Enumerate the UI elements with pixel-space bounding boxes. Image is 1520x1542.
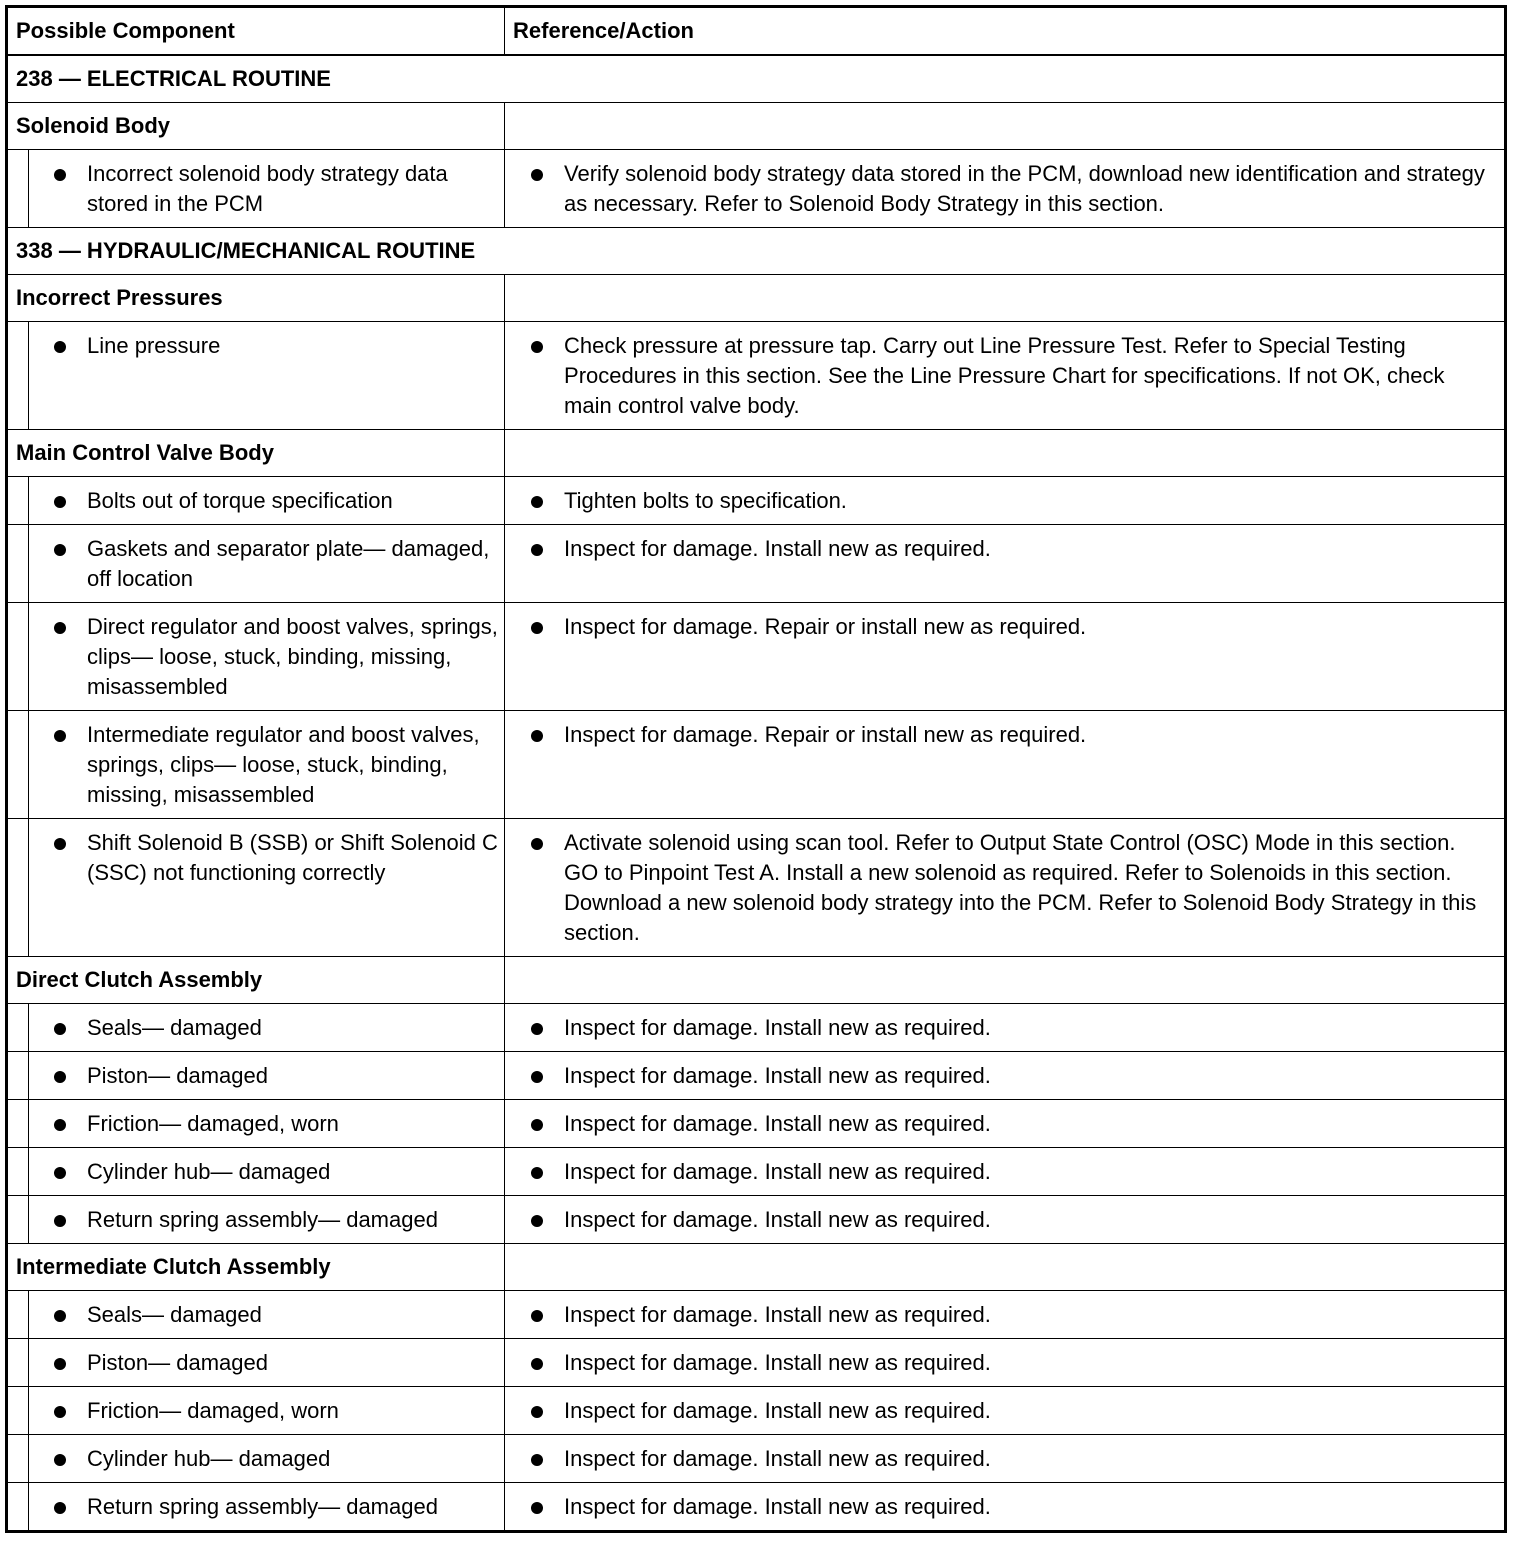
bullet-icon bbox=[531, 1119, 543, 1131]
action-bullet-item bbox=[505, 486, 1492, 516]
component-bullet-item bbox=[29, 1396, 504, 1426]
table-header bbox=[7, 7, 1506, 56]
action-cell bbox=[505, 1435, 1506, 1483]
component-bullet-item bbox=[29, 828, 504, 888]
action-bullet-item bbox=[505, 331, 1492, 421]
bullet-icon bbox=[531, 1023, 543, 1035]
bullet-icon bbox=[54, 1454, 66, 1466]
component-text: Incorrect solenoid body strategy data stored in the PCM bbox=[87, 161, 448, 216]
component-cell bbox=[29, 1291, 505, 1339]
bullet-icon bbox=[54, 1167, 66, 1179]
table-row bbox=[7, 1435, 1506, 1483]
component-bullet-item bbox=[29, 1109, 504, 1139]
bullet-icon bbox=[531, 1215, 543, 1227]
component-cell bbox=[29, 819, 505, 957]
bullet-icon bbox=[54, 1071, 66, 1083]
component-bullet-item bbox=[29, 486, 504, 516]
component-text: Friction— damaged, worn bbox=[87, 1398, 339, 1423]
bullet-icon bbox=[54, 1310, 66, 1322]
bullet-icon bbox=[54, 730, 66, 742]
table-row bbox=[7, 1100, 1506, 1148]
header-action: Reference/Action bbox=[505, 7, 1506, 56]
section-row bbox=[7, 55, 1506, 103]
action-cell bbox=[505, 711, 1506, 819]
component-bullet-item bbox=[29, 159, 504, 219]
component-text: Return spring assembly— damaged bbox=[87, 1494, 438, 1519]
component-cell bbox=[29, 1387, 505, 1435]
action-bullet-item bbox=[505, 159, 1492, 219]
action-text: Inspect for damage. Repair or install new as required. bbox=[564, 722, 1087, 747]
bullet-icon bbox=[54, 622, 66, 634]
bullet-icon bbox=[54, 169, 66, 181]
action-cell bbox=[505, 1387, 1506, 1435]
bullet-icon bbox=[531, 496, 543, 508]
group-empty-cell bbox=[505, 275, 1506, 322]
bullet-icon bbox=[54, 838, 66, 850]
table-row bbox=[7, 1148, 1506, 1196]
indent-cell bbox=[7, 1291, 29, 1339]
component-bullet-item bbox=[29, 720, 504, 810]
indent-cell bbox=[7, 1100, 29, 1148]
bullet-icon bbox=[54, 1358, 66, 1370]
action-bullet-item bbox=[505, 1396, 1492, 1426]
bullet-icon bbox=[54, 544, 66, 556]
group-name: Direct Clutch Assembly bbox=[7, 957, 505, 1004]
indent-cell bbox=[7, 1148, 29, 1196]
action-cell bbox=[505, 1100, 1506, 1148]
bullet-icon bbox=[531, 1071, 543, 1083]
table-row bbox=[7, 1291, 1506, 1339]
bullet-icon bbox=[54, 1119, 66, 1131]
bullet-icon bbox=[531, 622, 543, 634]
component-cell bbox=[29, 1004, 505, 1052]
component-bullet-item bbox=[29, 1157, 504, 1187]
component-cell bbox=[29, 477, 505, 525]
section-title: 338 — HYDRAULIC/MECHANICAL ROUTINE bbox=[7, 228, 1506, 275]
table-row bbox=[7, 819, 1506, 957]
component-text: Seals— damaged bbox=[87, 1302, 262, 1327]
action-bullet-item bbox=[505, 1348, 1492, 1378]
group-row bbox=[7, 430, 1506, 477]
action-text: Tighten bolts to specification. bbox=[564, 488, 847, 513]
table-row bbox=[7, 322, 1506, 430]
action-cell bbox=[505, 1339, 1506, 1387]
action-bullet-item bbox=[505, 1300, 1492, 1330]
component-bullet-item bbox=[29, 1444, 504, 1474]
indent-cell bbox=[7, 1339, 29, 1387]
component-bullet-item bbox=[29, 612, 504, 702]
action-text: Inspect for damage. Install new as required. bbox=[564, 1350, 991, 1375]
bullet-icon bbox=[531, 544, 543, 556]
action-text: Inspect for damage. Install new as required. bbox=[564, 536, 991, 561]
component-text: Return spring assembly— damaged bbox=[87, 1207, 438, 1232]
indent-cell bbox=[7, 1387, 29, 1435]
component-text: Friction— damaged, worn bbox=[87, 1111, 339, 1136]
action-text: Inspect for damage. Repair or install new as required. bbox=[564, 614, 1087, 639]
component-bullet-item bbox=[29, 534, 504, 594]
table-row bbox=[7, 1196, 1506, 1244]
indent-cell bbox=[7, 1435, 29, 1483]
component-cell bbox=[29, 1435, 505, 1483]
component-bullet-item bbox=[29, 1492, 504, 1522]
action-cell bbox=[505, 150, 1506, 228]
bullet-icon bbox=[531, 1310, 543, 1322]
action-text: Inspect for damage. Install new as required. bbox=[564, 1207, 991, 1232]
action-text: Inspect for damage. Install new as required. bbox=[564, 1015, 991, 1040]
table-row bbox=[7, 1483, 1506, 1532]
action-text: Inspect for damage. Install new as required. bbox=[564, 1063, 991, 1088]
action-bullet-item bbox=[505, 720, 1492, 750]
action-text: Check pressure at pressure tap. Carry out Line Pressure Test. Refer to Special Testing Procedures in this section. See the Line Pressure Chart for specifications. If not OK, check main control valve body. bbox=[564, 333, 1445, 418]
bullet-icon bbox=[531, 1358, 543, 1370]
indent-cell bbox=[7, 603, 29, 711]
bullet-icon bbox=[54, 1023, 66, 1035]
header-component: Possible Component bbox=[7, 7, 505, 56]
group-empty-cell bbox=[505, 1244, 1506, 1291]
action-bullet-item bbox=[505, 1013, 1492, 1043]
bullet-icon bbox=[531, 1502, 543, 1514]
bullet-icon bbox=[531, 169, 543, 181]
component-cell bbox=[29, 322, 505, 430]
group-name: Main Control Valve Body bbox=[7, 430, 505, 477]
action-cell bbox=[505, 1052, 1506, 1100]
component-text: Piston— damaged bbox=[87, 1350, 268, 1375]
section-row bbox=[7, 228, 1506, 275]
indent-cell bbox=[7, 525, 29, 603]
action-bullet-item bbox=[505, 534, 1492, 564]
indent-cell bbox=[7, 322, 29, 430]
table-row bbox=[7, 1387, 1506, 1435]
action-cell bbox=[505, 819, 1506, 957]
component-cell bbox=[29, 1100, 505, 1148]
action-bullet-item bbox=[505, 1444, 1492, 1474]
component-bullet-item bbox=[29, 1205, 504, 1235]
component-text: Seals— damaged bbox=[87, 1015, 262, 1040]
table-row bbox=[7, 711, 1506, 819]
component-bullet-item bbox=[29, 331, 504, 361]
action-text: Inspect for damage. Install new as required. bbox=[564, 1446, 991, 1471]
component-text: Shift Solenoid B (SSB) or Shift Solenoid C (SSC) not functioning correctly bbox=[87, 830, 498, 885]
bullet-icon bbox=[54, 341, 66, 353]
action-cell bbox=[505, 322, 1506, 430]
indent-cell bbox=[7, 477, 29, 525]
action-bullet-item bbox=[505, 1157, 1492, 1187]
action-bullet-item bbox=[505, 612, 1492, 642]
action-cell bbox=[505, 1483, 1506, 1532]
action-bullet-item bbox=[505, 1205, 1492, 1235]
indent-cell bbox=[7, 1052, 29, 1100]
section-title: 238 — ELECTRICAL ROUTINE bbox=[7, 55, 1506, 103]
action-cell bbox=[505, 525, 1506, 603]
component-cell bbox=[29, 1052, 505, 1100]
action-cell bbox=[505, 1004, 1506, 1052]
bullet-icon bbox=[54, 1406, 66, 1418]
component-cell bbox=[29, 1148, 505, 1196]
component-bullet-item bbox=[29, 1013, 504, 1043]
bullet-icon bbox=[54, 1502, 66, 1514]
component-cell bbox=[29, 711, 505, 819]
action-text: Inspect for damage. Install new as required. bbox=[564, 1398, 991, 1423]
group-empty-cell bbox=[505, 430, 1506, 477]
component-cell bbox=[29, 525, 505, 603]
indent-cell bbox=[7, 1196, 29, 1244]
component-text: Bolts out of torque specification bbox=[87, 488, 393, 513]
table-row bbox=[7, 525, 1506, 603]
group-name: Incorrect Pressures bbox=[7, 275, 505, 322]
bullet-icon bbox=[531, 730, 543, 742]
indent-cell bbox=[7, 819, 29, 957]
group-empty-cell bbox=[505, 957, 1506, 1004]
indent-cell bbox=[7, 711, 29, 819]
group-name: Intermediate Clutch Assembly bbox=[7, 1244, 505, 1291]
action-text: Verify solenoid body strategy data stored in the PCM, download new identification and strategy as necessary. Refer to Solenoid Body Strategy in this section. bbox=[564, 161, 1485, 216]
bullet-icon bbox=[531, 1167, 543, 1179]
bullet-icon bbox=[531, 1406, 543, 1418]
table-row bbox=[7, 477, 1506, 525]
action-bullet-item bbox=[505, 1492, 1492, 1522]
table-row bbox=[7, 603, 1506, 711]
table-row bbox=[7, 1004, 1506, 1052]
component-bullet-item bbox=[29, 1300, 504, 1330]
action-text: Activate solenoid using scan tool. Refer to Output State Control (OSC) Mode in this section. GO to Pinpoint Test A. Install a new solenoid as required. Refer to Solenoids in this section. Download a new solenoid body strategy into the PCM. Refer to Solenoid Body Strategy in this section. bbox=[564, 830, 1477, 945]
indent-cell bbox=[7, 150, 29, 228]
table-row bbox=[7, 1339, 1506, 1387]
component-cell bbox=[29, 1339, 505, 1387]
component-cell bbox=[29, 150, 505, 228]
component-text: Cylinder hub— damaged bbox=[87, 1446, 331, 1471]
bullet-icon bbox=[531, 838, 543, 850]
group-name: Solenoid Body bbox=[7, 103, 505, 150]
group-row bbox=[7, 957, 1506, 1004]
component-text: Cylinder hub— damaged bbox=[87, 1159, 331, 1184]
action-bullet-item bbox=[505, 1061, 1492, 1091]
action-bullet-item bbox=[505, 828, 1492, 948]
action-cell bbox=[505, 603, 1506, 711]
group-row bbox=[7, 1244, 1506, 1291]
component-text: Piston— damaged bbox=[87, 1063, 268, 1088]
bullet-icon bbox=[54, 496, 66, 508]
action-cell bbox=[505, 1148, 1506, 1196]
diagnostic-table bbox=[5, 5, 1507, 1533]
action-bullet-item bbox=[505, 1109, 1492, 1139]
indent-cell bbox=[7, 1004, 29, 1052]
component-text: Line pressure bbox=[87, 333, 221, 358]
component-cell bbox=[29, 603, 505, 711]
action-cell bbox=[505, 1291, 1506, 1339]
action-cell bbox=[505, 477, 1506, 525]
bullet-icon bbox=[531, 341, 543, 353]
bullet-icon bbox=[531, 1454, 543, 1466]
bullet-icon bbox=[54, 1215, 66, 1227]
component-text: Intermediate regulator and boost valves, springs, clips— loose, stuck, binding, missing, misassembled bbox=[87, 722, 480, 807]
group-row bbox=[7, 103, 1506, 150]
group-empty-cell bbox=[505, 103, 1506, 150]
component-text: Gaskets and separator plate— damaged, off location bbox=[87, 536, 490, 591]
component-bullet-item bbox=[29, 1061, 504, 1091]
component-text: Direct regulator and boost valves, springs, clips— loose, stuck, binding, missing, misassembled bbox=[87, 614, 498, 699]
component-cell bbox=[29, 1483, 505, 1532]
indent-cell bbox=[7, 1483, 29, 1532]
action-text: Inspect for damage. Install new as required. bbox=[564, 1494, 991, 1519]
action-cell bbox=[505, 1196, 1506, 1244]
table-row bbox=[7, 1052, 1506, 1100]
component-cell bbox=[29, 1196, 505, 1244]
component-bullet-item bbox=[29, 1348, 504, 1378]
action-text: Inspect for damage. Install new as required. bbox=[564, 1111, 991, 1136]
action-text: Inspect for damage. Install new as required. bbox=[564, 1159, 991, 1184]
table-row bbox=[7, 150, 1506, 228]
group-row bbox=[7, 275, 1506, 322]
action-text: Inspect for damage. Install new as required. bbox=[564, 1302, 991, 1327]
